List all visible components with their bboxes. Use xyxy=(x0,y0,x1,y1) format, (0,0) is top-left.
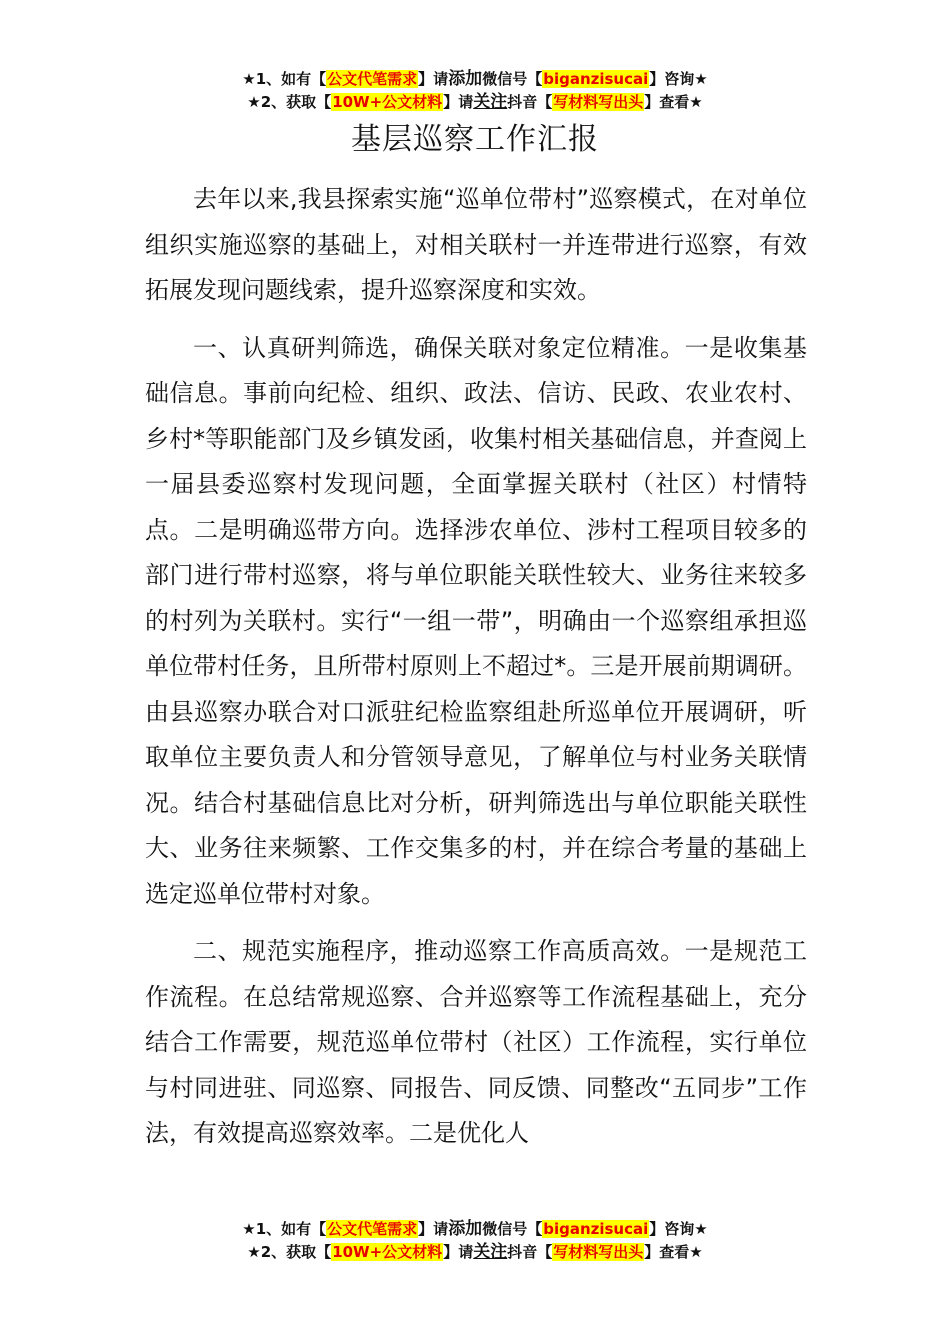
highlight-materials: 10W+公文材料 xyxy=(332,1243,443,1261)
banner-text: 】请 xyxy=(443,93,474,111)
bottom-banner-line-1 xyxy=(0,1218,950,1241)
bottom-banner xyxy=(0,1218,950,1264)
highlight-douyin-account: 写材料写出头 xyxy=(553,93,644,111)
banner-text: 】查看★ xyxy=(644,1243,703,1261)
banner-text: 】查看★ xyxy=(644,93,703,111)
banner-emphasis: 添加 xyxy=(448,69,483,89)
banner-emphasis: 关注 xyxy=(473,1242,508,1262)
banner-text: 】请 xyxy=(443,1243,474,1261)
banner-text: 抖音【 xyxy=(507,93,553,111)
banner-text: 】咨询★ xyxy=(649,70,708,88)
banner-text: ★2、获取【 xyxy=(247,93,332,111)
bottom-banner-line-2 xyxy=(0,1241,950,1264)
banner-text: 微信号【 xyxy=(482,1220,543,1238)
banner-emphasis: 添加 xyxy=(448,1219,483,1239)
banner-text: 微信号【 xyxy=(482,70,543,88)
banner-text: ★1、如有【 xyxy=(242,1220,327,1238)
banner-text: ★2、获取【 xyxy=(247,1243,332,1261)
banner-text: 抖音【 xyxy=(507,1243,553,1261)
paragraph-section-1: 一、认真研判筛选，确保关联对象定位精准。一是收集基础信息。事前向纪检、组织、政法、信访、民政、农业农村、乡村*等职能部门及乡镇发函，收集村相关基础信息，并查阅上一届县委巡察村发现问题，全面掌握关联村（社区）村情特点。二是明确巡带方向。选择涉农单位、涉村工程项目较多的部门进行带村巡察，将与单位职能关联性较大、业务往来较多的村列为关联村。实行“一组一带”，明确由一个巡察组承担巡单位带村任务，且所带村原则上不超过*。三是开展前期调研。由县巡察办联合对口派驻纪检监察组赴所巡单位开展调研，听取单位主要负责人和分管领导意见，了解单位与村业务关联情况。结合村基础信息比对分析，研判筛选出与单位职能关联性大、业务往来频繁、工作交集多的村，并在综合考量的基础上选定巡单位带村对象。 xyxy=(145,333,807,908)
top-banner-line-2 xyxy=(0,91,950,114)
banner-text: 】请 xyxy=(418,1220,449,1238)
highlight-materials: 10W+公文材料 xyxy=(332,93,443,111)
paragraph-section-2: 二、规范实施程序，推动巡察工作高质高效。一是规范工作流程。在总结常规巡察、合并巡察等工作流程基础上，充分结合工作需要，规范巡单位带村（社区）工作流程，实行单位与村同进驻、同巡察、同报告、同反馈、同整改“五同步”工作法，有效提高巡察效率。二是优化人 xyxy=(145,937,807,1147)
top-banner xyxy=(0,68,950,114)
banner-text: 】咨询★ xyxy=(649,1220,708,1238)
banner-emphasis: 关注 xyxy=(473,92,508,112)
highlight-ghostwriting: 公文代笔需求 xyxy=(327,70,418,88)
document-title: 基层巡察工作汇报 xyxy=(351,122,599,157)
highlight-douyin-account: 写材料写出头 xyxy=(553,1243,644,1261)
highlight-wechat-id: biganzisucai xyxy=(543,1220,649,1238)
document-body xyxy=(145,177,807,1169)
highlight-ghostwriting: 公文代笔需求 xyxy=(327,1220,418,1238)
banner-text: 】请 xyxy=(418,70,449,88)
banner-text: ★1、如有【 xyxy=(242,70,327,88)
highlight-wechat-id: biganzisucai xyxy=(543,70,649,88)
top-banner-line-1 xyxy=(0,68,950,91)
paragraph-intro: 去年以来,我县探索实施“巡单位带村”巡察模式，在对单位组织实施巡察的基础上，对相关联村一并连带进行巡察，有效拓展发现问题线索，提升巡察深度和实效。 xyxy=(145,185,807,304)
